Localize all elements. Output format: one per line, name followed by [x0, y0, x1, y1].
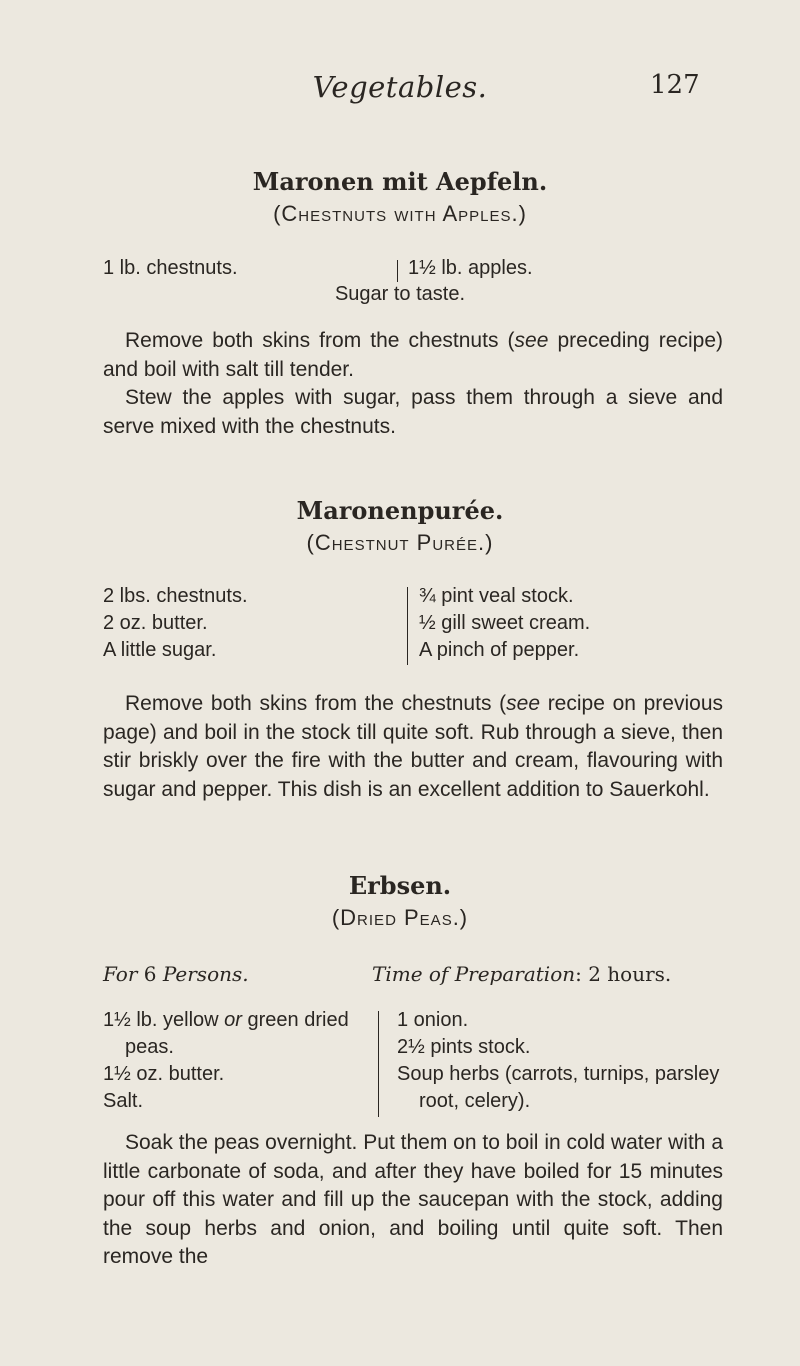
ingredient-divider	[407, 587, 408, 665]
time-label: Time of Preparation	[372, 962, 576, 986]
recipe-paragraph	[103, 690, 723, 804]
ingredient-item: 2 oz. butter.	[103, 612, 208, 634]
recipe-subtitle-chestnut-puree: (Chestnut Purée.)	[306, 530, 494, 555]
ingredient-item: 1½ lb. apples.	[408, 257, 533, 279]
para-text: recipe on previous page) and boil in the stock till quite soft. Rub through a sieve, then stir briskly over the fire with the butter and cream, flavouring with sugar and pepper. This dish is an excellent addition to Sauerkohl.	[103, 692, 724, 801]
ingredient-italic: or	[224, 1009, 242, 1031]
ingredient-text: green dried peas.	[125, 1009, 349, 1058]
time-line	[372, 962, 671, 986]
ingredient-item: 2½ pints stock.	[397, 1036, 531, 1058]
para-text: Soak the peas overnight. Put them on to boil in cold water with a little carbonate of soda, and after they have boiled for 15 minutes pour off this water and fill up the saucepan with the stock, adding the soup herbs and onion, and boiling until quite soft. Then remove the	[103, 1131, 723, 1268]
page-number: 127	[650, 70, 700, 100]
persons-unit: Persons.	[162, 962, 249, 986]
para-italic: see	[514, 329, 549, 352]
persons-label: For	[103, 962, 138, 986]
ingredient-divider	[378, 1011, 379, 1117]
ingredient-item: A pinch of pepper.	[419, 639, 580, 661]
persons-count: 6	[143, 962, 157, 986]
ingredient-divider	[397, 260, 398, 282]
ingredient-list-right	[408, 255, 533, 282]
ingredient-item: 1 lb. chestnuts.	[103, 257, 238, 279]
ingredient-item: ½ gill sweet cream.	[419, 612, 591, 634]
ingredient-list-right	[397, 1007, 727, 1115]
running-head	[0, 70, 800, 110]
ingredient-item: 2 lbs. chestnuts.	[103, 585, 248, 607]
recipe-title-maronenpuree: Maronenpurée.	[296, 496, 504, 525]
ingredient-list-left	[103, 1007, 375, 1115]
recipe-paragraph	[103, 1129, 723, 1272]
ingredient-item: 1 onion.	[397, 1009, 469, 1031]
ingredient-list-left	[103, 255, 238, 282]
ingredient-item	[103, 1007, 375, 1061]
ingredient-item: Salt.	[103, 1090, 144, 1112]
ingredient-text: 1½ lb. yellow	[103, 1009, 225, 1031]
recipe-paragraph	[103, 384, 723, 441]
recipe-title-erbsen: Erbsen.	[348, 871, 452, 900]
para-text: Remove both skins from the chestnuts (	[125, 692, 507, 715]
para-text: preceding recipe) and boil with salt till tender.	[103, 329, 723, 381]
para-italic: see	[506, 692, 540, 715]
para-text: Stew the apples with sugar, pass them through a sieve and serve mixed with the chestnuts.	[103, 386, 723, 438]
ingredient-item: A little sugar.	[103, 639, 217, 661]
ingredient-list-left	[103, 583, 248, 664]
persons-line	[103, 962, 249, 986]
recipe-title-maronen-mit-aepfeln: Maronen mit Aepfeln.	[252, 167, 548, 196]
recipe-paragraph	[103, 327, 723, 384]
ingredient-list-right	[419, 583, 590, 664]
ingredient-item: 1½ oz. butter.	[103, 1063, 225, 1085]
ingredient-item: ¾ pint veal stock.	[419, 585, 574, 607]
ingredient-sugar: Sugar to taste.	[334, 283, 466, 305]
ingredient-item: Soup herbs (carrots, turnips, parsley root, celery).	[397, 1063, 720, 1112]
para-text: Remove both skins from the chestnuts (	[125, 329, 515, 352]
running-title: Vegetables.	[312, 70, 488, 104]
time-value: : 2 hours.	[575, 962, 672, 986]
recipe-subtitle-chestnuts-with-apples: (Chestnuts with Apples.)	[273, 201, 527, 226]
recipe-subtitle-dried-peas: (Dried Peas.)	[331, 905, 469, 930]
